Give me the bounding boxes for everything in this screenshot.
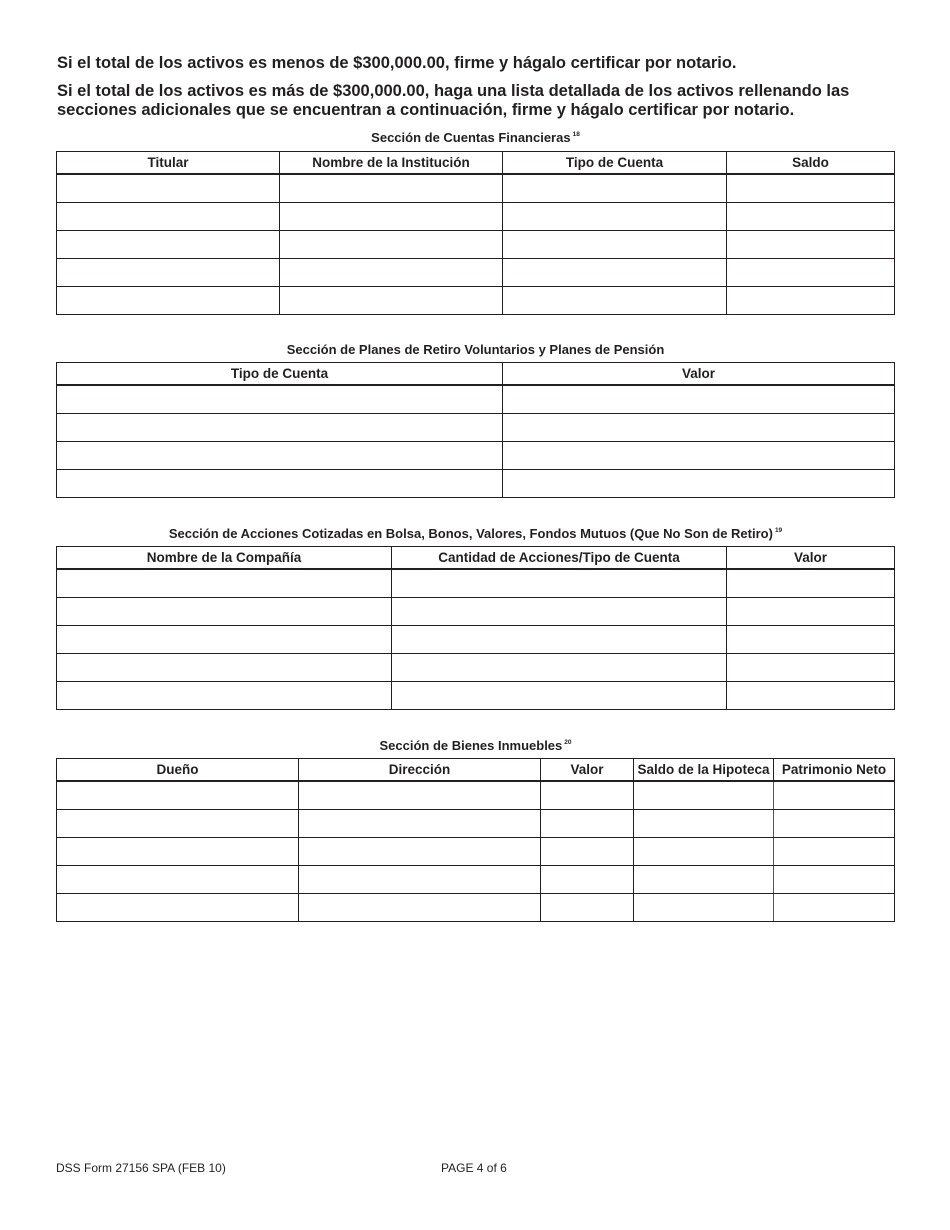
input-cell[interactable]: [57, 231, 280, 259]
input-cell[interactable]: [392, 569, 727, 598]
input-cell[interactable]: [57, 654, 392, 682]
input-cell[interactable]: [280, 174, 503, 203]
input-cell[interactable]: [541, 838, 634, 866]
input-cell[interactable]: [392, 682, 727, 710]
input-cell[interactable]: [727, 231, 895, 259]
col-header-mortgage-balance: Saldo de la Hipoteca: [634, 759, 774, 782]
col-header-institution-name: Nombre de la Institución: [280, 152, 503, 175]
table-row: [57, 838, 895, 866]
stocks-title: [57, 526, 894, 541]
table-row: [57, 781, 895, 810]
col-header-address: Dirección: [299, 759, 541, 782]
input-cell[interactable]: [280, 259, 503, 287]
input-cell[interactable]: [503, 203, 727, 231]
table-row: [57, 598, 895, 626]
financial-accounts-title-text: Sección de Cuentas Financieras: [371, 130, 571, 145]
col-header-value: Valor: [541, 759, 634, 782]
input-cell[interactable]: [57, 203, 280, 231]
financial-accounts-table: [56, 151, 895, 315]
input-cell[interactable]: [299, 866, 541, 894]
table-row: [57, 682, 895, 710]
table-row: [57, 626, 895, 654]
table-row: [57, 414, 895, 442]
input-cell[interactable]: [541, 894, 634, 922]
real-estate-table: [56, 758, 895, 922]
footnote-19: 19: [774, 527, 783, 534]
col-header-titular: Titular: [57, 152, 280, 175]
col-header-owner: Dueño: [57, 759, 299, 782]
table-header-row: [57, 363, 895, 386]
input-cell[interactable]: [634, 838, 774, 866]
table-row: [57, 259, 895, 287]
form-id: DSS Form 27156 SPA (FEB 10): [56, 1161, 226, 1175]
table-row: [57, 894, 895, 922]
table-header-row: [57, 759, 895, 782]
table-row: [57, 810, 895, 838]
input-cell[interactable]: [503, 385, 895, 414]
footnote-20: 20: [564, 739, 572, 746]
input-cell[interactable]: [280, 203, 503, 231]
retirement-plans-title: Sección de Planes de Retiro Voluntarios y Planes de Pensión: [286, 342, 665, 357]
input-cell[interactable]: [541, 866, 634, 894]
table-row: [57, 203, 895, 231]
input-cell[interactable]: [299, 781, 541, 810]
input-cell[interactable]: [634, 894, 774, 922]
input-cell[interactable]: [57, 598, 392, 626]
input-cell[interactable]: [727, 569, 895, 598]
input-cell[interactable]: [727, 259, 895, 287]
input-cell[interactable]: [57, 259, 280, 287]
col-header-net-equity: Patrimonio Neto: [774, 759, 895, 782]
input-cell[interactable]: [299, 838, 541, 866]
stocks-title-text: Sección de Acciones Cotizadas en Bolsa, Bonos, Valores, Fondos Mutuos (Que No Son de Retiro): [168, 526, 773, 541]
input-cell[interactable]: [503, 442, 895, 470]
input-cell[interactable]: [727, 654, 895, 682]
input-cell[interactable]: [299, 810, 541, 838]
input-cell[interactable]: [503, 231, 727, 259]
input-cell[interactable]: [57, 470, 503, 498]
col-header-balance: Saldo: [727, 152, 895, 175]
stocks-table: [56, 546, 895, 710]
input-cell[interactable]: [57, 287, 280, 315]
input-cell[interactable]: [541, 781, 634, 810]
input-cell[interactable]: [57, 781, 299, 810]
input-cell[interactable]: [774, 838, 895, 866]
input-cell[interactable]: [57, 894, 299, 922]
input-cell[interactable]: [774, 894, 895, 922]
table-header-row: [57, 547, 895, 570]
input-cell[interactable]: [57, 626, 392, 654]
table-row: [57, 569, 895, 598]
input-cell[interactable]: [57, 810, 299, 838]
table-header-row: [57, 152, 895, 175]
col-header-company-name: Nombre de la Compañía: [57, 547, 392, 570]
table-row: [57, 231, 895, 259]
col-header-account-type: Tipo de Cuenta: [503, 152, 727, 175]
real-estate-title: [57, 738, 894, 753]
input-cell[interactable]: [727, 598, 895, 626]
real-estate-title-text: Sección de Bienes Inmuebles: [379, 738, 563, 753]
input-cell[interactable]: [727, 682, 895, 710]
table-row: [57, 442, 895, 470]
input-cell[interactable]: [727, 203, 895, 231]
input-cell[interactable]: [503, 287, 727, 315]
table-row: [57, 287, 895, 315]
input-cell[interactable]: [57, 569, 392, 598]
input-cell[interactable]: [392, 598, 727, 626]
table-row: [57, 385, 895, 414]
page-number: PAGE 4 of 6: [441, 1161, 507, 1175]
input-cell[interactable]: [503, 414, 895, 442]
input-cell[interactable]: [727, 287, 895, 315]
col-header-shares-account-type: Cantidad de Acciones/Tipo de Cuenta: [392, 547, 727, 570]
input-cell[interactable]: [57, 385, 503, 414]
input-cell[interactable]: [299, 894, 541, 922]
input-cell[interactable]: [57, 442, 503, 470]
input-cell[interactable]: [57, 174, 280, 203]
input-cell[interactable]: [541, 810, 634, 838]
input-cell[interactable]: [634, 781, 774, 810]
col-header-value: Valor: [727, 547, 895, 570]
input-cell[interactable]: [774, 810, 895, 838]
table-row: [57, 866, 895, 894]
input-cell[interactable]: [280, 231, 503, 259]
table-row: [57, 174, 895, 203]
input-cell[interactable]: [727, 174, 895, 203]
financial-accounts-title: [57, 130, 894, 145]
input-cell[interactable]: [774, 866, 895, 894]
input-cell[interactable]: [727, 626, 895, 654]
input-cell[interactable]: [634, 810, 774, 838]
input-cell[interactable]: [57, 682, 392, 710]
retirement-plans-table: [56, 362, 895, 498]
input-cell[interactable]: [57, 838, 299, 866]
col-header-account-type: Tipo de Cuenta: [57, 363, 503, 386]
footnote-18: 18: [572, 131, 580, 138]
intro-line-under-threshold: Si el total de los activos es menos de $300,000.00, firme y hágalo certificar por notario.: [57, 54, 737, 72]
input-cell[interactable]: [774, 781, 895, 810]
input-cell[interactable]: [392, 654, 727, 682]
input-cell[interactable]: [280, 287, 503, 315]
intro-line-over-threshold: Si el total de los activos es más de $300,000.00, haga una lista detallada de los activos rellenando las secciones adicionales que se encuentran a continuación, firme y hágalo certificar por notario.: [57, 82, 850, 119]
input-cell[interactable]: [57, 414, 503, 442]
col-header-value: Valor: [503, 363, 895, 386]
input-cell[interactable]: [503, 174, 727, 203]
input-cell[interactable]: [503, 470, 895, 498]
input-cell[interactable]: [392, 626, 727, 654]
table-row: [57, 654, 895, 682]
input-cell[interactable]: [634, 866, 774, 894]
input-cell[interactable]: [57, 866, 299, 894]
input-cell[interactable]: [503, 259, 727, 287]
table-row: [57, 470, 895, 498]
